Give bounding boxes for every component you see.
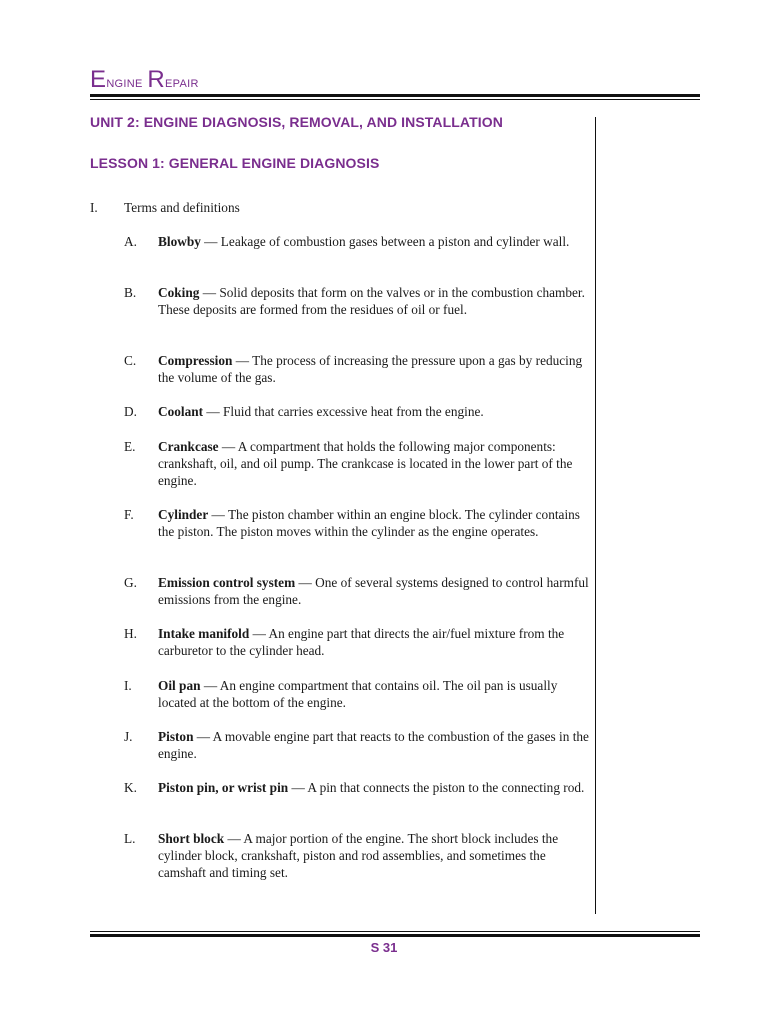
- term-item: [124, 728, 590, 762]
- page-number: S 31: [370, 940, 398, 955]
- term-item: [124, 284, 590, 318]
- term-definition: — A major portion of the engine. The short block includes the cylinder block, crankshaft, piston and rod assemblies, and sometimes the camshaft and timing set.: [158, 831, 559, 880]
- term-item: [124, 403, 590, 420]
- section-title: Terms and definitions: [124, 200, 240, 215]
- term-item: [124, 506, 590, 540]
- term-letter: K.: [124, 780, 137, 795]
- document-title: Engine Repair: [90, 66, 199, 93]
- term-definition: — A movable engine part that reacts to the combustion of the gases in the engine.: [158, 729, 589, 761]
- term-definition: — The process of increasing the pressure upon a gas by reducing the volume of the gas.: [158, 353, 583, 385]
- term-item: [124, 438, 590, 489]
- term-name: Short block: [158, 831, 225, 846]
- term-letter: C.: [124, 353, 137, 368]
- term-letter: A.: [124, 234, 137, 249]
- footer-rule-thick: [90, 934, 700, 937]
- term-definition: — Fluid that carries excessive heat from the engine.: [203, 404, 484, 419]
- term-item: [124, 830, 590, 881]
- unit-heading: UNIT 2: ENGINE DIAGNOSIS, REMOVAL, AND INSTALLATION: [90, 114, 503, 130]
- term-definition: — One of several systems designed to control harmful emissions from the engine.: [158, 575, 589, 607]
- term-letter: J.: [124, 729, 133, 744]
- header-rule-thin: [90, 99, 700, 100]
- term-item: [124, 352, 590, 386]
- term-letter: H.: [124, 626, 137, 641]
- term-name: Coking: [158, 285, 200, 300]
- term-letter: L.: [124, 831, 136, 846]
- term-name: Cylinder: [158, 507, 209, 522]
- term-name: Blowby: [158, 234, 201, 249]
- term-letter: E.: [124, 439, 136, 454]
- term-name: Compression: [158, 353, 233, 368]
- term-name: Intake manifold: [158, 626, 250, 641]
- term-name: Emission control system: [158, 575, 296, 590]
- term-name: Oil pan: [158, 678, 201, 693]
- term-name: Piston pin, or wrist pin: [158, 780, 289, 795]
- term-letter: B.: [124, 285, 137, 300]
- term-name: Piston: [158, 729, 194, 744]
- term-letter: F.: [124, 507, 134, 522]
- term-item: [124, 779, 590, 796]
- term-letter: I.: [124, 678, 132, 693]
- term-name: Crankcase: [158, 439, 219, 454]
- term-definition: — An engine part that directs the air/fuel mixture from the carburetor to the cylinder head.: [158, 626, 565, 658]
- header-rule-thick: [90, 94, 700, 97]
- term-item: [124, 625, 590, 659]
- term-name: Coolant: [158, 404, 204, 419]
- term-definition: — Solid deposits that form on the valves or in the combustion chamber. These deposits are formed from the residues of oil or fuel.: [158, 285, 585, 317]
- term-letter: D.: [124, 404, 137, 419]
- term-item: [124, 233, 590, 250]
- term-definition: — The piston chamber within an engine block. The cylinder contains the piston. The piston moves within the cylinder as the engine operates.: [158, 507, 580, 539]
- section-number: I.: [90, 200, 98, 215]
- margin-rule: [595, 117, 596, 914]
- term-definition: — A pin that connects the piston to the connecting rod.: [288, 780, 585, 795]
- footer-rule-thin: [90, 931, 700, 932]
- term-definition: — A compartment that holds the following major components: crankshaft, oil, and oil pump. The crankcase is located in the lower part of the engine.: [158, 439, 573, 488]
- lesson-heading: LESSON 1: GENERAL ENGINE DIAGNOSIS: [90, 155, 380, 171]
- term-letter: G.: [124, 575, 137, 590]
- term-item: [124, 574, 590, 608]
- term-definition: — An engine compartment that contains oil. The oil pan is usually located at the bottom of the engine.: [158, 678, 558, 710]
- term-definition: — Leakage of combustion gases between a piston and cylinder wall.: [200, 234, 570, 249]
- term-item: [124, 677, 590, 711]
